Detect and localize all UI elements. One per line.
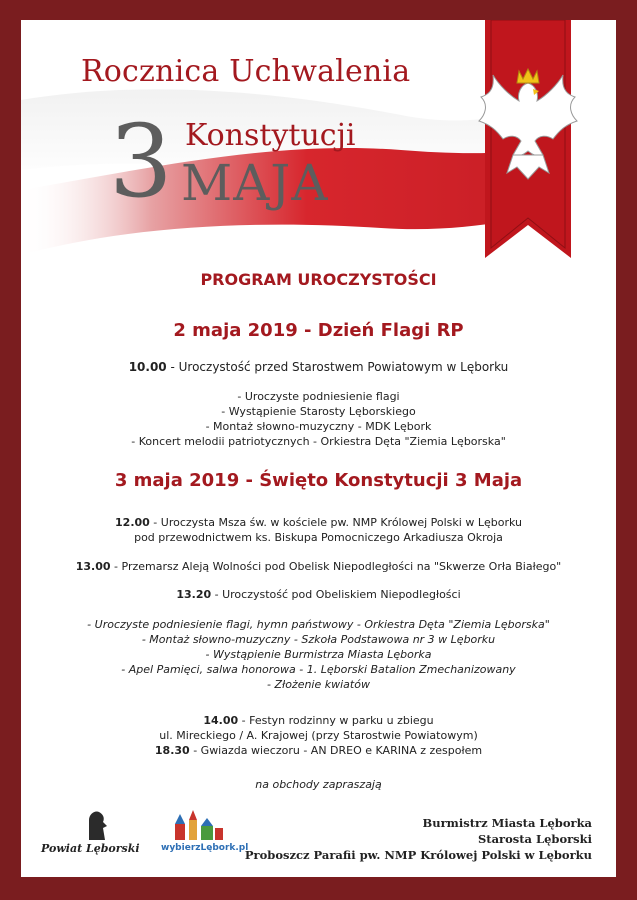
day1-event-text: - Uroczystość przed Starostwem Powiatowym w Lęborku bbox=[166, 360, 509, 374]
day1-event bbox=[21, 360, 616, 374]
wybierz-logo-icon bbox=[169, 810, 229, 840]
day1-item: - Wystąpienie Starosty Lęborskiego bbox=[221, 405, 416, 418]
day2-event-3-text: - Uroczystość pod Obeliskiem Niepodległości bbox=[211, 588, 461, 601]
title-line-2: Konstytucji bbox=[185, 118, 356, 153]
day2-event-5 bbox=[21, 744, 616, 757]
signature-line: Proboszcz Parafii pw. NMP Królowej Polski w Lęborku bbox=[244, 848, 592, 862]
day2-event-1 bbox=[21, 516, 616, 529]
day1-item: - Koncert melodii patriotycznych - Orkiestra Dęta "Ziemia Lęborska" bbox=[131, 435, 506, 448]
day2-event-3 bbox=[21, 588, 616, 601]
program-title: PROGRAM UROCZYSTOŚCI bbox=[200, 270, 437, 289]
wybierz-logo-text: wybierzLębork.pl bbox=[161, 843, 249, 853]
day1-heading: 2 maja 2019 - Dzień Flagi RP bbox=[173, 320, 464, 341]
day2-event-5-text: - Gwiazda wieczoru - AN DREO e KARINA z zespołem bbox=[189, 744, 483, 757]
day2-event-5-time: 18.30 bbox=[154, 744, 190, 757]
signature-line: Starosta Lęborski bbox=[477, 832, 592, 846]
signature-line: Burmistrz Miasta Lęborka bbox=[422, 816, 592, 830]
day2-event-2-time: 13.00 bbox=[75, 560, 111, 573]
day2-item: - Montaż słowno-muzyczny - Szkoła Podstawowa nr 3 w Lęborku bbox=[141, 633, 496, 646]
day2-event-2 bbox=[21, 560, 616, 573]
day1-event-time: 10.00 bbox=[128, 360, 167, 374]
day2-event-3-time: 13.20 bbox=[176, 588, 212, 601]
day2-event-4 bbox=[21, 714, 616, 727]
poster-sheet bbox=[21, 20, 616, 877]
day2-item: - Uroczyste podniesienie flagi, hymn państwowy - Orkiestra Dęta "Ziemia Lęborska" bbox=[87, 618, 550, 631]
day2-event-4-text: - Festyn rodzinny w parku u zbiegu bbox=[238, 714, 434, 727]
day2-item: - Złożenie kwiatów bbox=[267, 678, 370, 691]
powiat-logo-text: Powiat Lęborski bbox=[41, 842, 140, 855]
day1-item: - Montaż słowno-muzyczny - MDK Lębork bbox=[205, 420, 432, 433]
logos-area bbox=[41, 810, 261, 865]
day2-event-2-text: - Przemarsz Aleją Wolności pod Obelisk Niepodległości na "Skwerze Orła Białego" bbox=[110, 560, 562, 573]
day2-event-4-time: 14.00 bbox=[203, 714, 239, 727]
day2-event-1-time: 12.00 bbox=[115, 516, 150, 529]
title-line-3: MAJA bbox=[181, 154, 329, 212]
title-line-1: Rocznica Uchwalenia bbox=[81, 54, 411, 89]
invite-text: na obchody zapraszają bbox=[255, 778, 382, 791]
day2-event-4-line2: ul. Mireckiego / A. Krajowej (przy Starostwie Powiatowym) bbox=[159, 729, 478, 742]
title-number: 3 bbox=[109, 103, 173, 220]
day2-event-1-line2: pod przewodnictwem ks. Biskupa Pomocniczego Arkadiusza Okroja bbox=[134, 531, 503, 544]
day2-event-1-text: - Uroczysta Msza św. w kościele pw. NMP Królowej Polski w Lęborku bbox=[149, 516, 522, 529]
day2-item: - Apel Pamięci, salwa honorowa - 1. Lęborski Batalion Zmechanizowany bbox=[121, 663, 516, 676]
white-eagle-icon bbox=[473, 55, 583, 185]
day2-item: - Wystąpienie Burmistrza Miasta Lęborka bbox=[205, 648, 432, 661]
day2-heading: 3 maja 2019 - Święto Konstytucji 3 Maja bbox=[114, 470, 523, 491]
powiat-logo-icon bbox=[83, 810, 111, 840]
day1-item: - Uroczyste podniesienie flagi bbox=[237, 390, 400, 403]
